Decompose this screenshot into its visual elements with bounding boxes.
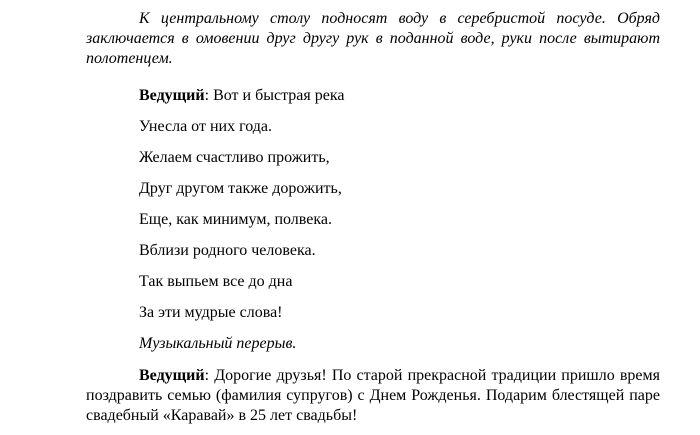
speech-host-2 — [86, 366, 660, 426]
speech-line-host-1 — [139, 86, 344, 106]
speech-first-line: Вот и быстрая река — [213, 87, 345, 104]
poem-line-3: Друг другом также дорожить, — [139, 180, 342, 197]
speaker-name: Ведущий — [139, 87, 205, 104]
poem-line-7: За эти мудрые слова! — [139, 304, 283, 321]
poem-line-4: Еще, как минимум, полвека. — [139, 211, 332, 228]
stage-direction-water-ritual: К центральному столу подносят воду в серебристой посуде. Обряд заключается в омовении друг другу рук в поданной воде, руки после вытирают полотенцем. — [86, 10, 660, 67]
speaker-name: Ведущий — [139, 367, 205, 384]
speaker-separator: : — [204, 87, 214, 104]
poem-line-5: Вблизи родного человека. — [139, 242, 316, 259]
speaker-separator: : — [204, 367, 215, 384]
poem-line-6: Так выпьем все до дна — [139, 273, 293, 290]
poem-line-2: Желаем счастливо прожить, — [139, 149, 330, 166]
poem-line-1: Унесла от них года. — [139, 118, 273, 135]
stage-direction-music-break: Музыкальный перерыв. — [139, 335, 297, 352]
speech-text: Дорогие друзья! По старой прекрасной традиции пришло время поздравить семью (фамилия супругов) с Днем Рожденья. Подарим блестящей паре свадебный «Каравай» в 25 лет свадьбы! — [86, 367, 660, 424]
